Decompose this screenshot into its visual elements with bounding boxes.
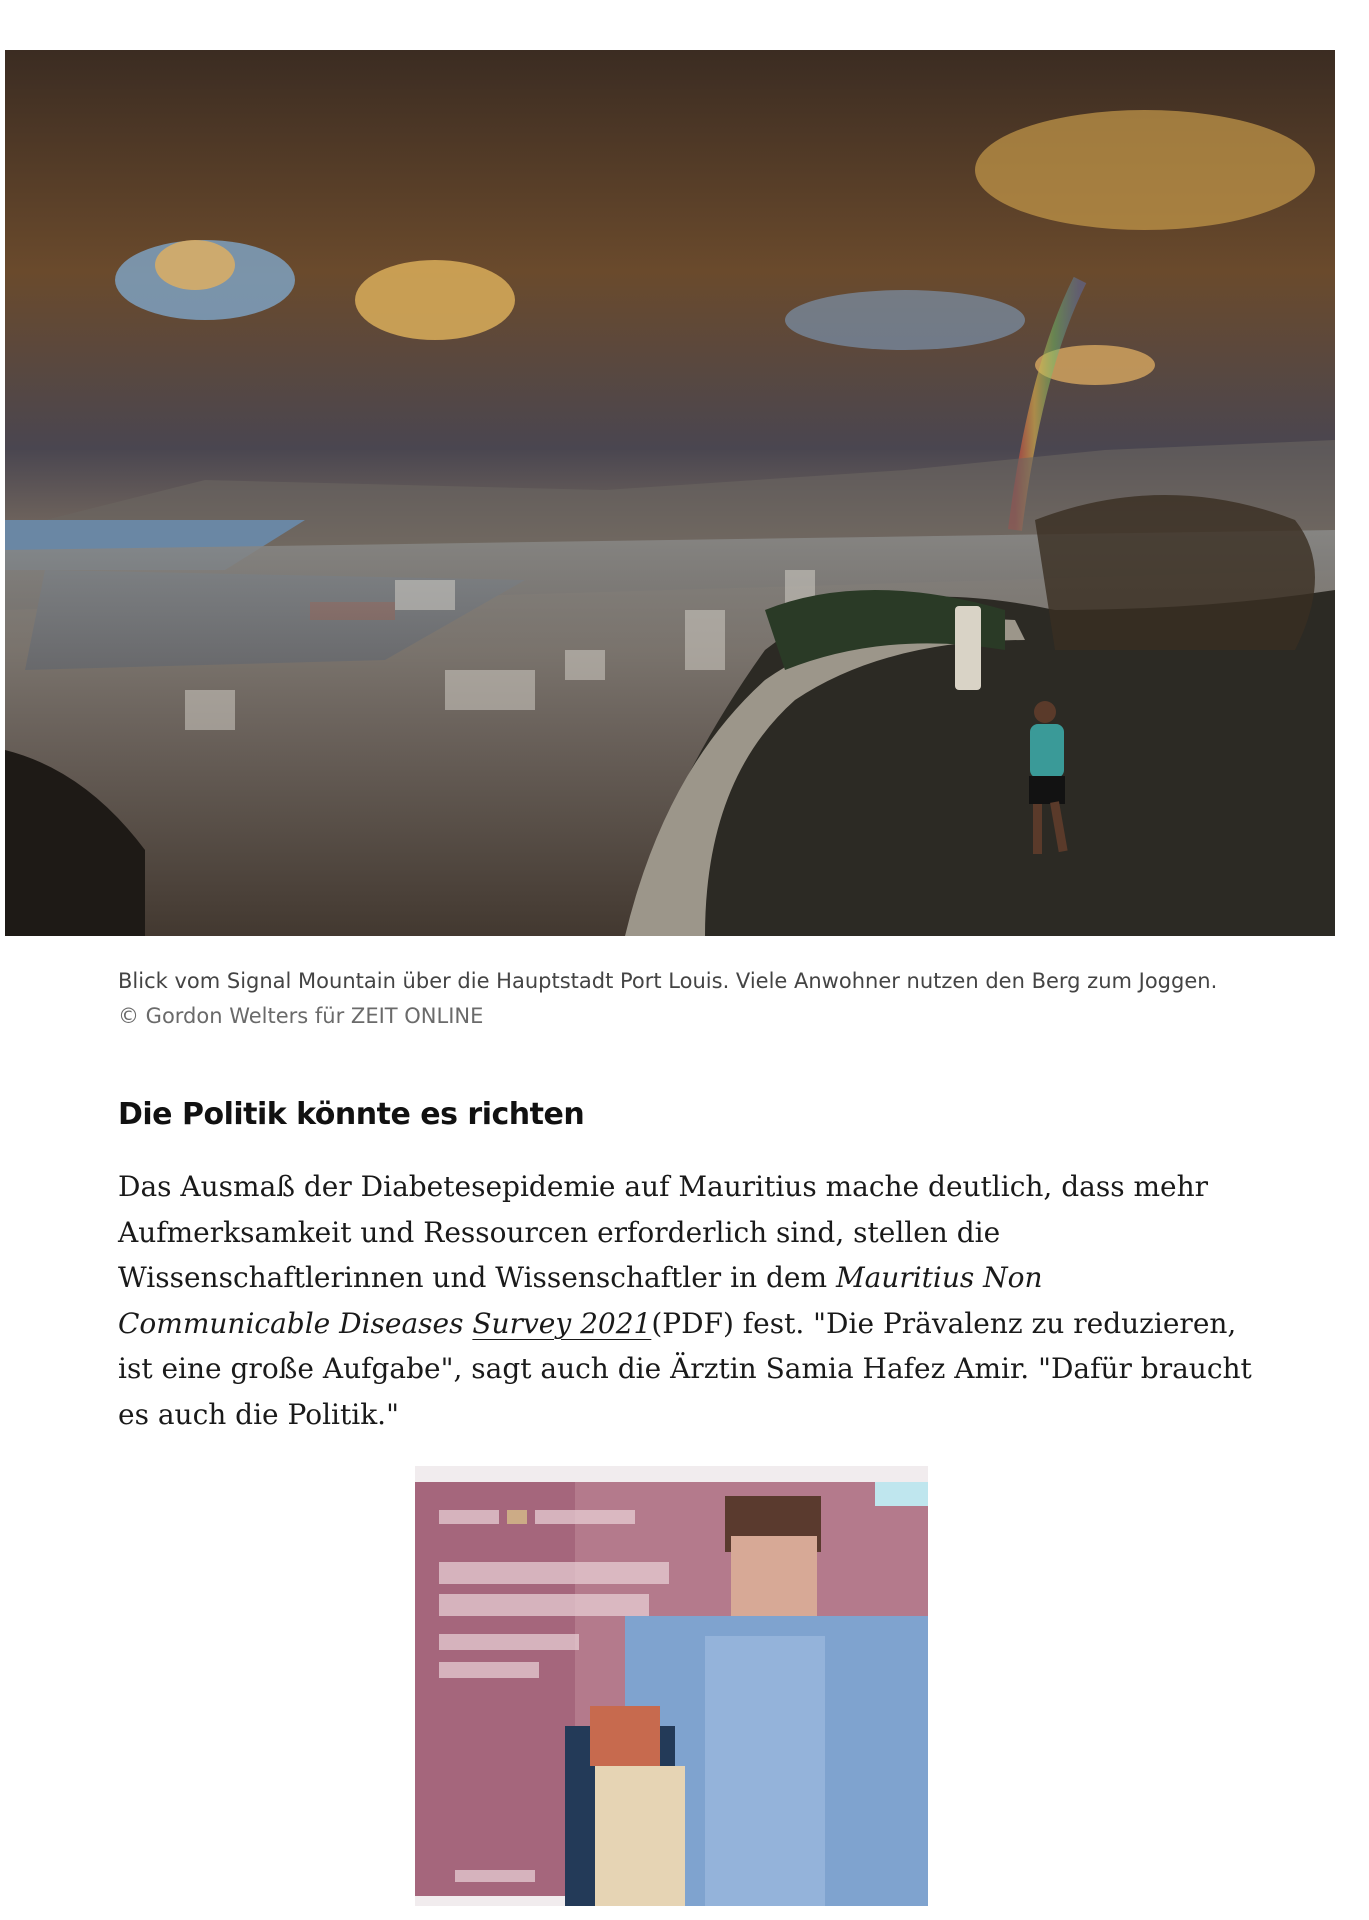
- article-paragraph: [118, 1164, 1258, 1437]
- landscape-photo-icon: [5, 50, 1335, 936]
- section-heading: Die Politik könnte es richten: [118, 1097, 585, 1132]
- survey-title: Mauritius Non Communicable Diseases: [118, 1261, 1043, 1340]
- survey-link[interactable]: Survey 2021: [472, 1306, 652, 1340]
- caption-text: Blick vom Signal Mountain über die Hauptstadt Port Louis. Viele Anwohner nutzen den Berg zum Joggen.: [118, 969, 1218, 993]
- photo-credit: © Gordon Welters für ZEIT ONLINE: [118, 1004, 484, 1028]
- paragraph-text-2: (PDF) fest. "Die Prävalenz zu reduzieren, ist eine große Aufgabe", sagt auch die Ärztin Samia Hafez Amir. "Dafür braucht es auch die Politik.": [118, 1306, 1252, 1431]
- advertisement[interactable]: [415, 1466, 928, 1906]
- paragraph-text-1: Das Ausmaß der Diabetesepidemie auf Mauritius mache deutlich, dass mehr Aufmerksamkeit und Ressourcen erforderlich sind, stellen die Wissenschaftlerinnen und Wissenschaftler in dem: [118, 1170, 1209, 1294]
- hero-photo: [5, 50, 1335, 936]
- pixelated-ad-image-icon: [415, 1466, 928, 1906]
- photo-caption: [118, 964, 1258, 1034]
